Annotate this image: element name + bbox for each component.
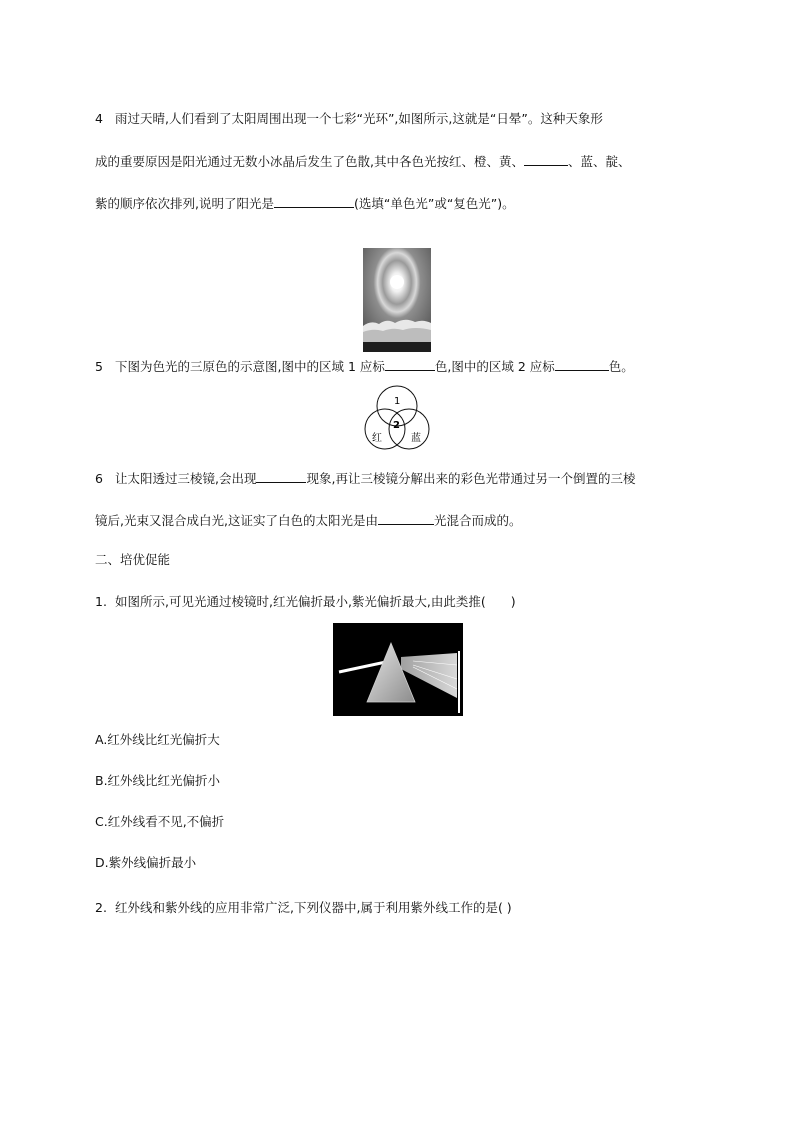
q4-text-2b: 、蓝、靛、: [567, 154, 631, 169]
q5-blank-1[interactable]: [385, 357, 435, 371]
q6-number: 6: [95, 471, 103, 486]
primary-colors-venn-diagram: [356, 384, 438, 454]
q5-number: 5: [95, 359, 103, 374]
p1-option-b[interactable]: B.红外线比红光偏折小: [95, 773, 221, 788]
q5-blank-2[interactable]: [555, 357, 609, 371]
p2-question: [95, 899, 512, 917]
q5-text-b: 色,图中的区域 2 应标: [434, 359, 555, 374]
p2-text: 红外线和紫外线的应用非常广泛,下列仪器中,属于利用紫外线工作的是( ): [115, 900, 512, 915]
q5-line: [95, 357, 634, 376]
section-heading: 二、培优促能: [95, 552, 171, 567]
prism-dispersion-figure: [333, 623, 463, 716]
q6-line2: [95, 511, 521, 530]
q6-line1: [95, 469, 635, 488]
venn-label-blue: 蓝: [411, 433, 421, 444]
sun-halo-photo: [363, 248, 431, 352]
q5-text-c: 色。: [608, 359, 634, 374]
q4-blank-1[interactable]: [524, 152, 568, 166]
p1-text: 如图所示,可见光通过棱镜时,红光偏折最小,紫光偏折最大,由此类推( ): [115, 594, 516, 609]
p2-number: 2.: [95, 900, 107, 915]
q4-blank-2[interactable]: [274, 194, 354, 208]
q4-line3: [95, 194, 515, 213]
p1-question: [95, 593, 516, 611]
q4-number: 4: [95, 111, 103, 126]
q4-text-3b: (选填“单色光”或“复色光”)。: [353, 196, 515, 211]
q6-blank-2[interactable]: [378, 511, 434, 525]
q6-text-2a: 镜后,光束又混合成白光,这证实了白色的太阳光是由: [95, 513, 378, 528]
q6-text-1a: 让太阳透过三棱镜,会出现: [115, 471, 257, 486]
p1-option-c[interactable]: C.红外线看不见,不偏折: [95, 814, 225, 829]
venn-label-region-2: 2: [393, 420, 400, 431]
q4-text-2a: 成的重要原因是阳光通过无数小冰晶后发生了色散,其中各色光按红、橙、黄、: [95, 154, 524, 169]
q4-line1: [95, 110, 603, 128]
p1-option-a[interactable]: A.红外线比红光偏折大: [95, 732, 220, 747]
p1-option-d[interactable]: D.紫外线偏折最小: [95, 855, 197, 870]
q4-line2: [95, 152, 631, 171]
q6-text-1b: 现象,再让三棱镜分解出来的彩色光带通过另一个倒置的三棱: [306, 471, 636, 486]
q5-text-a: 下图为色光的三原色的示意图,图中的区域 1 应标: [115, 359, 385, 374]
venn-label-region-1: 1: [394, 396, 401, 407]
q6-blank-1[interactable]: [256, 469, 306, 483]
q4-text-1: 雨过天晴,人们看到了太阳周围出现一个七彩“光环”,如图所示,这就是“日晕”。这种天象形: [115, 111, 603, 126]
q6-text-2b: 光混合而成的。: [433, 513, 522, 528]
q4-text-3a: 紫的顺序依次排列,说明了阳光是: [95, 196, 274, 211]
venn-label-red: 红: [372, 433, 382, 444]
p1-number: 1.: [95, 594, 107, 609]
